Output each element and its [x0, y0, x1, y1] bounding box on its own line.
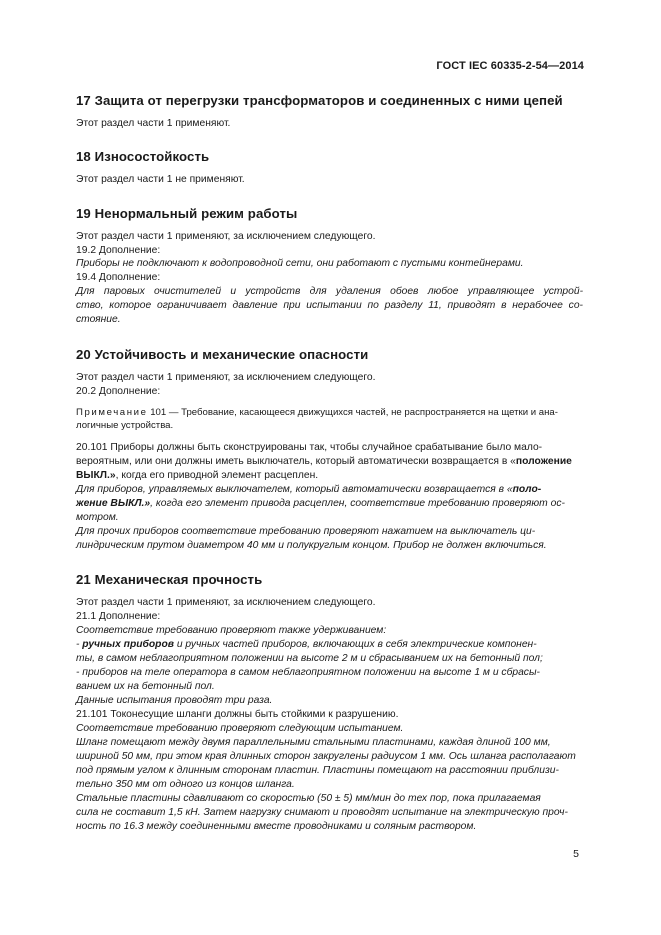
list-item-cont: ванием их на бетонный пол.: [76, 681, 215, 692]
section-19-title: 19 Ненормальный режим работы: [76, 206, 298, 221]
bold-term: ВЫКЛ.»: [76, 470, 116, 481]
text-run: Для приборов, управляемых выключателем, который автоматически возвращается в «: [76, 484, 513, 495]
bold-term: положение: [515, 456, 572, 467]
text-run: , когда его приводной элемент расцеплен.: [115, 470, 319, 481]
section-20-text: Этот раздел части 1 применяют, за исключением следующего.: [76, 372, 376, 383]
list-item: - приборов на теле оператора в самом неблагоприятном положении на высоте 1 м и сбрасы-: [76, 667, 540, 678]
clause-19-2: 19.2 Дополнение:: [76, 245, 161, 256]
clause-20-101-text: [76, 471, 318, 481]
section-18-text: Этот раздел части 1 не применяют.: [76, 174, 245, 185]
clause-19-2-text: Приборы не подключают к водопроводной сети, они работают с пустыми контейнерами.: [76, 258, 524, 269]
page-number: 5: [573, 848, 579, 860]
section-21-text: Этот раздел части 1 применяют, за исключением следующего.: [76, 597, 376, 608]
list-item-cont: ты, в самом неблагоприятном положении на высоте 2 м и сбрасыванием их на бетонный пол;: [76, 653, 543, 664]
clause-21-101-text: Соответствие требованию проверяют следующим испытанием.: [76, 723, 404, 734]
clause-20-101: 20.101 Приборы должны быть сконструированы так, чтобы случайное срабатывание было мало-: [76, 442, 543, 453]
section-18-title: 18 Износостойкость: [76, 149, 210, 164]
text-run: , когда его элемент привода расцеплен, соответствие требованию проверяют ос-: [150, 498, 565, 509]
section-21-title: 21 Механическая прочность: [76, 572, 263, 587]
section-17-title: 17 Защита от перегрузки трансформаторов и соединенных с ними цепей: [76, 93, 563, 108]
standard-header: ГОСТ IEC 60335-2-54—2014: [436, 60, 584, 72]
clause-20-101-text: [76, 457, 572, 467]
list-item: [76, 640, 537, 650]
clause-19-4-text: стояние.: [76, 314, 121, 325]
clause-21-101-text: ность по 16.3 между соединенными вместе проводниками и соляным раствором.: [76, 821, 477, 832]
note-label: Примечание: [76, 407, 148, 418]
clause-20-101-check: линдрическим прутом диаметром 40 мм и полукруглым концом. Прибор не должен включиться.: [76, 540, 547, 551]
text-run: и ручных частей приборов, включающих в себя электрические компонен-: [173, 639, 537, 650]
bold-term: поло-: [512, 484, 542, 495]
clause-20-101-check: [76, 499, 565, 509]
list-dash: -: [76, 639, 83, 650]
clause-19-4: 19.4 Дополнение:: [76, 272, 161, 283]
clause-21-101-text: под прямым углом к длинным сторонам пластин. Пластины помещают на расстоянии приблизи-: [76, 765, 559, 776]
clause-21-101: 21.101 Токонесущие шланги должны быть стойкими к разрушению.: [76, 709, 399, 720]
note-101: [76, 408, 558, 418]
clause-20-2: 20.2 Дополнение:: [76, 386, 161, 397]
clause-21-101-text: шириной 50 мм, при этом края длинных сторон закруглены радиусом 1 мм. Ось шланга располагают: [76, 751, 576, 762]
clause-21-1-text: Данные испытания проводят три раза.: [76, 695, 273, 706]
clause-21-101-text: сила не составит 1,5 кН. Затем нагрузку снимают и проводят испытание на электрическую проч-: [76, 807, 568, 818]
clause-21-1-text: Соответствие требованию проверяют также удерживанием:: [76, 625, 387, 636]
bold-term: ручных приборов: [82, 639, 174, 650]
clause-21-101-text: тельно 350 мм от одного из концов шланга.: [76, 779, 295, 790]
text-run: вероятным, или они должны иметь выключатель, который автоматически возвращается в «: [76, 456, 516, 467]
clause-19-4-text: ство, которое ограничивает давление при испытании по разделу 11, приводят в нерабочее со-: [76, 300, 583, 311]
section-20-title: 20 Устойчивость и механические опасности: [76, 347, 369, 362]
section-19-text: Этот раздел части 1 применяют, за исключением следующего.: [76, 231, 376, 242]
clause-20-101-check: мотром.: [76, 512, 119, 523]
clause-19-4-text: Для паровых очистителей и устройств для удаления обоев любое управляющее устрой-: [76, 286, 583, 297]
clause-20-101-check: Для прочих приборов соответствие требованию проверяют нажатием на выключатель ци-: [76, 526, 536, 537]
clause-20-101-check: [76, 485, 541, 495]
clause-21-101-text: Стальные пластины сдавливают со скоростью (50 ± 5) мм/мин до тех пор, пока прилагаемая: [76, 793, 541, 804]
bold-term: жение ВЫКЛ.»: [76, 498, 151, 509]
note-101-cont: логичные устройства.: [76, 420, 174, 431]
clause-21-101-text: Шланг помещают между двумя параллельными стальными пластинами, каждая длиной 100 мм,: [76, 737, 551, 748]
section-17-text: Этот раздел части 1 применяют.: [76, 118, 231, 129]
note-text: 101 — Требование, касающееся движущихся частей, не распространяется на щетки и ана-: [150, 407, 558, 418]
clause-21-1: 21.1 Дополнение:: [76, 611, 161, 622]
